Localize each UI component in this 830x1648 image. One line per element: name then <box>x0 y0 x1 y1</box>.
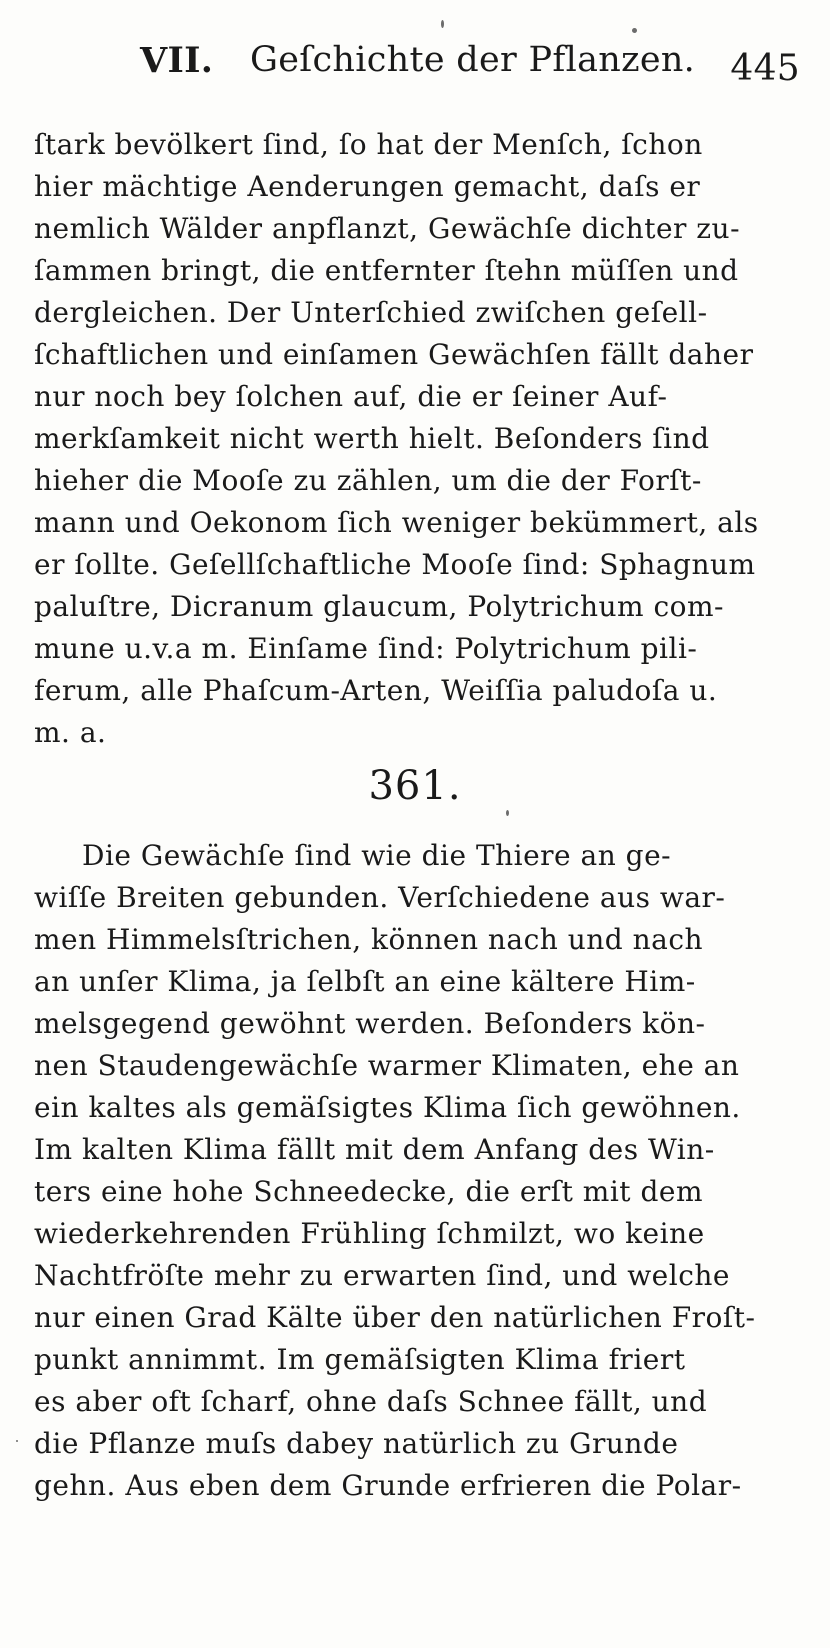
text-line: Im kalten Klima fällt mit dem Anfang des Win- <box>34 1133 715 1166</box>
text-line: er ſollte. Geſellſchaftliche Mooſe ſind: Sphagnum <box>34 548 756 581</box>
text-line: m. a. <box>34 716 107 749</box>
text-line: mann und Oekonom ſich weniger bekümmert, als <box>34 506 759 539</box>
running-title: Geſchichte der Pflanzen. <box>250 40 696 80</box>
text-line: an unſer Klima, ja ſelbſt an eine kältere Him- <box>34 965 696 998</box>
text-line: wiederkehrenden Frühling ſchmilzt, wo keine <box>34 1217 705 1250</box>
text-line: wiſſe Breiten gebunden. Verſchiedene aus war- <box>34 881 726 914</box>
text-line: nemlich Wälder anpflanzt, Gewächſe dichter zu- <box>34 212 741 245</box>
text-line: ein kaltes als gemäſsigtes Klima ſich gewöhnen. <box>34 1091 741 1124</box>
section-number: 361. <box>368 763 462 809</box>
text-line: hier mächtige Aenderungen gemacht, daſs er <box>34 170 701 203</box>
ink-speck <box>16 1440 18 1442</box>
ink-speck <box>441 20 444 28</box>
text-line: men Himmelsſtrichen, können nach und nach <box>34 923 704 956</box>
chapter-number: VII. <box>140 40 214 81</box>
text-line: ſchaftlichen und einſamen Gewächſen fällt daher <box>34 338 754 371</box>
text-line: Nachtfröſte mehr zu erwarten ſind, und welche <box>34 1259 730 1292</box>
text-line: nur noch bey ſolchen auf, die er ſeiner Auf- <box>34 380 668 413</box>
paragraph-section-361 <box>34 835 808 1507</box>
text-line: mune u.v.a m. Einſame ſind: Polytrichum pili- <box>34 632 698 665</box>
text-line: die Pflanze muſs dabey natürlich zu Grunde <box>34 1427 679 1460</box>
text-line: merkſamkeit nicht werth hielt. Beſonders ſind <box>34 422 710 455</box>
text-line: gehn. Aus eben dem Grunde erfrieren die Polar- <box>34 1469 742 1502</box>
text-line: dergleichen. Der Unterſchied zwiſchen geſell- <box>34 296 708 329</box>
text-line: es aber oft ſcharf, ohne daſs Schnee fällt, und <box>34 1385 708 1418</box>
text-line: punkt annimmt. Im gemäſsigten Klima friert <box>34 1343 686 1376</box>
text-line: ſtark bevölkert ſind, ſo hat der Menſch, ſchon <box>34 128 703 161</box>
running-header <box>140 40 800 100</box>
text-line: ſammen bringt, die entfernter ſtehn müſſen und <box>34 254 739 287</box>
text-line: nen Staudengewächſe warmer Klimaten, ehe an <box>34 1049 740 1082</box>
paragraph-continued <box>34 124 808 754</box>
text-line: ferum, alle Phaſcum-Arten, Weiſſia paludoſa u. <box>34 674 718 707</box>
text-line: Die Gewächſe ſind wie die Thiere an ge- <box>82 839 672 872</box>
page-number: 445 <box>730 48 800 89</box>
text-line: paluſtre, Dicranum glaucum, Polytrichum com- <box>34 590 725 623</box>
text-line: ters eine hohe Schneedecke, die erſt mit dem <box>34 1175 704 1208</box>
ink-speck <box>506 810 509 816</box>
text-line: melsgegend gewöhnt werden. Beſonders kön- <box>34 1007 706 1040</box>
ink-speck <box>632 28 637 33</box>
text-line: nur einen Grad Kälte über den natürlichen Froſt- <box>34 1301 756 1334</box>
text-line: hieher die Mooſe zu zählen, um die der Forſt- <box>34 464 702 497</box>
